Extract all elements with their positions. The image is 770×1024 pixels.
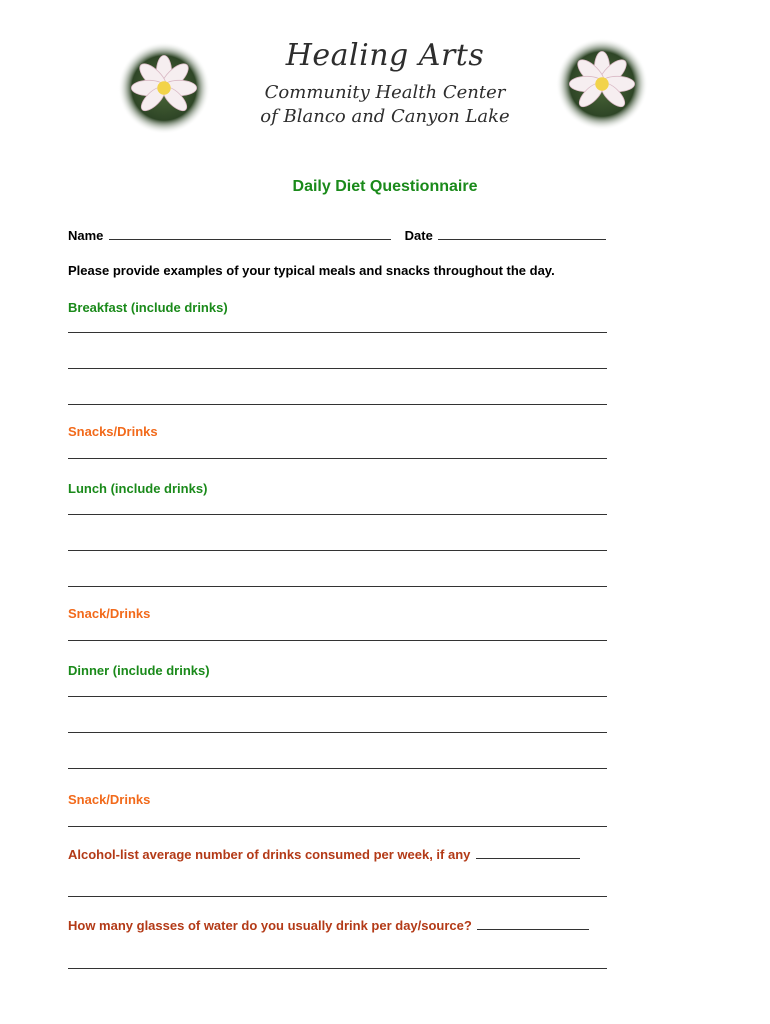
date-label: Date bbox=[404, 228, 433, 243]
name-field[interactable] bbox=[109, 227, 391, 240]
org-subtitle-line1: Community Health Center bbox=[264, 82, 506, 103]
water-label: How many glasses of water do you usually drink per day/source? bbox=[68, 918, 472, 933]
dinner-label: Dinner (include drinks) bbox=[68, 663, 210, 678]
snacks-afternoon-label: Snack/Drinks bbox=[68, 606, 151, 621]
org-subtitle-line2: of Blanco and Canyon Lake bbox=[260, 106, 510, 127]
instructions: Please provide examples of your typical meals and snacks throughout the day. bbox=[68, 263, 555, 278]
water-row bbox=[68, 917, 589, 933]
org-name: Healing Arts bbox=[285, 38, 485, 73]
breakfast-line-1[interactable] bbox=[68, 332, 607, 333]
date-field[interactable] bbox=[438, 227, 606, 240]
water-line[interactable] bbox=[68, 968, 607, 969]
alcohol-label: Alcohol-list average number of drinks consumed per week, if any bbox=[68, 847, 471, 862]
snacks-morning-label: Snacks/Drinks bbox=[68, 424, 158, 439]
lunch-line-1[interactable] bbox=[68, 514, 607, 515]
name-label: Name bbox=[68, 228, 104, 243]
breakfast-label: Breakfast (include drinks) bbox=[68, 300, 228, 315]
alcohol-line[interactable] bbox=[68, 896, 607, 897]
name-date-row bbox=[68, 227, 606, 243]
form-title: Daily Diet Questionnaire bbox=[292, 178, 478, 195]
dinner-line-2[interactable] bbox=[68, 732, 607, 733]
lunch-line-3[interactable] bbox=[68, 586, 607, 587]
snacks-evening-label: Snack/Drinks bbox=[68, 792, 151, 807]
lunch-label: Lunch (include drinks) bbox=[68, 481, 208, 496]
snacks-afternoon-line[interactable] bbox=[68, 640, 607, 641]
snacks-evening-line[interactable] bbox=[68, 826, 607, 827]
alcohol-row bbox=[68, 846, 580, 862]
dinner-line-1[interactable] bbox=[68, 696, 607, 697]
breakfast-line-3[interactable] bbox=[68, 404, 607, 405]
alcohol-field[interactable] bbox=[476, 846, 580, 859]
water-field[interactable] bbox=[477, 917, 589, 930]
breakfast-line-2[interactable] bbox=[68, 368, 607, 369]
lunch-line-2[interactable] bbox=[68, 550, 607, 551]
snacks-morning-line[interactable] bbox=[68, 458, 607, 459]
dinner-line-3[interactable] bbox=[68, 768, 607, 769]
